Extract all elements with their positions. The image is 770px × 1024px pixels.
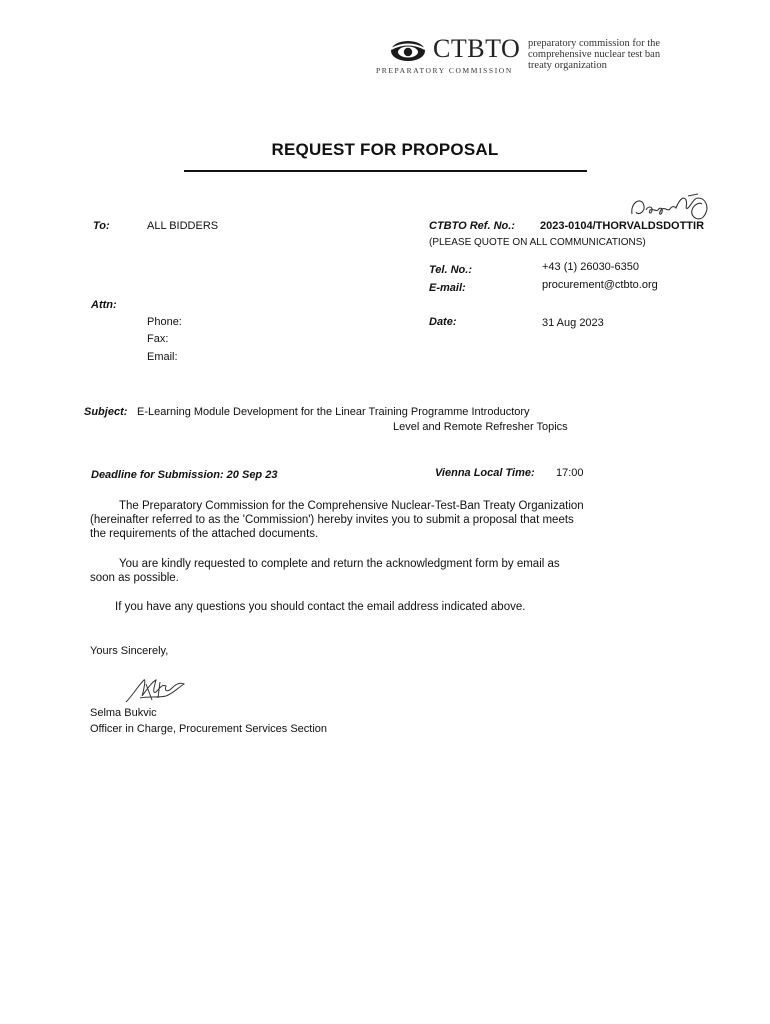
attn-label: Attn: bbox=[91, 299, 117, 311]
phone-label: Phone: bbox=[147, 316, 182, 328]
paragraph-acknowledgment: You are kindly requested to complete and return the acknowledgment form by email as soon as possible. bbox=[90, 558, 560, 584]
deadline-label: Deadline for Submission: 20 Sep 23 bbox=[91, 469, 278, 481]
signatory-position: Officer in Charge, Procurement Services Section bbox=[90, 723, 328, 735]
date-label: Date: bbox=[429, 316, 457, 328]
time-label: Vienna Local Time: bbox=[435, 467, 535, 479]
tel-label: Tel. No.: bbox=[429, 264, 472, 276]
fax-label: Fax: bbox=[147, 333, 169, 345]
title-underline bbox=[184, 170, 587, 172]
subject-line-2: Level and Remote Refresher Topics bbox=[393, 421, 568, 433]
page-title: REQUEST FOR PROPOSAL bbox=[271, 140, 499, 159]
email-label: Email: bbox=[147, 351, 178, 363]
paragraph-invitation: The Preparatory Commission for the Comprehensive Nuclear-Test-Ban Treaty Organization (hereinafter referred to as the 'Commission') hereby invites you to submit a proposal that meets the requirements of the attached documents. bbox=[90, 500, 584, 540]
signatory-name: Selma Bukvic bbox=[90, 707, 157, 719]
ctbto-logo-icon bbox=[388, 36, 428, 66]
to-label: To: bbox=[93, 220, 110, 232]
time-value: 17:00 bbox=[556, 467, 584, 479]
paragraph-questions: If you have any questions you should contact the email address indicated above. bbox=[115, 601, 526, 613]
email-contact-value: procurement@ctbto.org bbox=[542, 279, 658, 291]
date-value: 31 Aug 2023 bbox=[542, 317, 604, 329]
brand-subtitle: PREPARATORY COMMISSION bbox=[376, 66, 513, 75]
brand-tagline: preparatory commission for the comprehensive nuclear test ban treaty organization bbox=[528, 38, 661, 71]
ref-label: CTBTO Ref. No.: bbox=[429, 220, 515, 232]
ref-note: (PLEASE QUOTE ON ALL COMMUNICATIONS) bbox=[429, 237, 646, 248]
salutation: Yours Sincerely, bbox=[90, 645, 169, 657]
handwritten-signature-icon bbox=[122, 674, 192, 708]
subject-label: Subject: bbox=[84, 406, 128, 418]
email-contact-label: E-mail: bbox=[429, 282, 466, 294]
to-value: ALL BIDDERS bbox=[147, 220, 219, 232]
subject-line-1: E-Learning Module Development for the Linear Training Programme Introductory bbox=[137, 406, 530, 418]
tel-value: +43 (1) 26030-6350 bbox=[542, 261, 639, 273]
ref-value: 2023-0104/THORVALDSDOTTIR bbox=[540, 220, 705, 232]
brand-name: CTBTO bbox=[433, 34, 521, 63]
